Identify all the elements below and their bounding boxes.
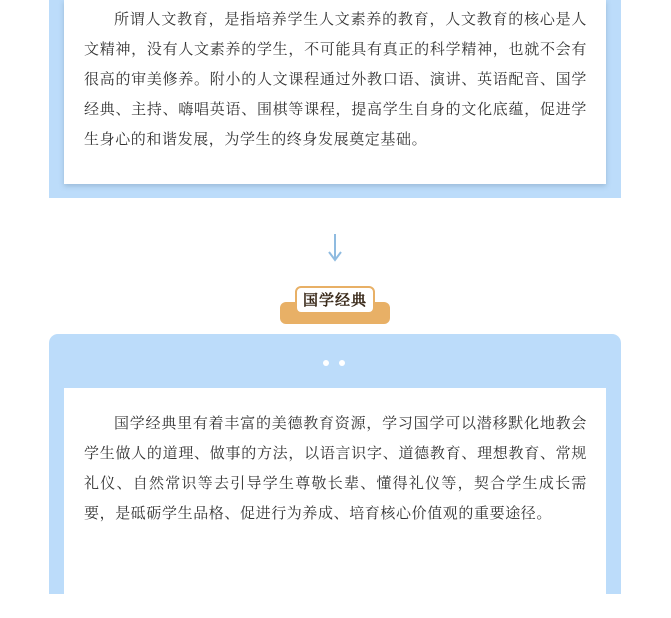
section-title-badge: 国学经典: [295, 286, 375, 314]
decor-dot: [339, 360, 345, 366]
humanities-card: [64, 0, 606, 184]
classics-paragraph: 国学经典里有着丰富的美德教育资源，学习国学可以潜移默化地教会学生做人的道理、做事的方法，以语言识字、道德教育、理想教育、常规礼仪、自然常识等去引导学生尊敬长辈、懂得礼仪等，契合学生成长需要，是砥砺学生品格、促进行为养成、培育核心价值观的重要途径。: [84, 414, 587, 522]
classics-panel: [49, 334, 621, 594]
humanities-paragraph: 所谓人文教育，是指培养学生人文素养的教育，人文教育的核心是人文精神，没有人文素养的学生，不可能具有真正的科学精神，也就不会有很高的审美修养。附小的人文课程通过外教口语、演讲、英语配音、国学经典、主持、嗨唱英语、围棋等课程，提高学生自身的文化底蕴，促进学生身心的和谐发展，为学生的终身发展奠定基础。: [84, 10, 587, 148]
arrow-down-icon: [328, 234, 342, 262]
humanities-panel: [49, 0, 621, 198]
decor-dot: [323, 360, 329, 366]
classics-card: [64, 388, 606, 618]
